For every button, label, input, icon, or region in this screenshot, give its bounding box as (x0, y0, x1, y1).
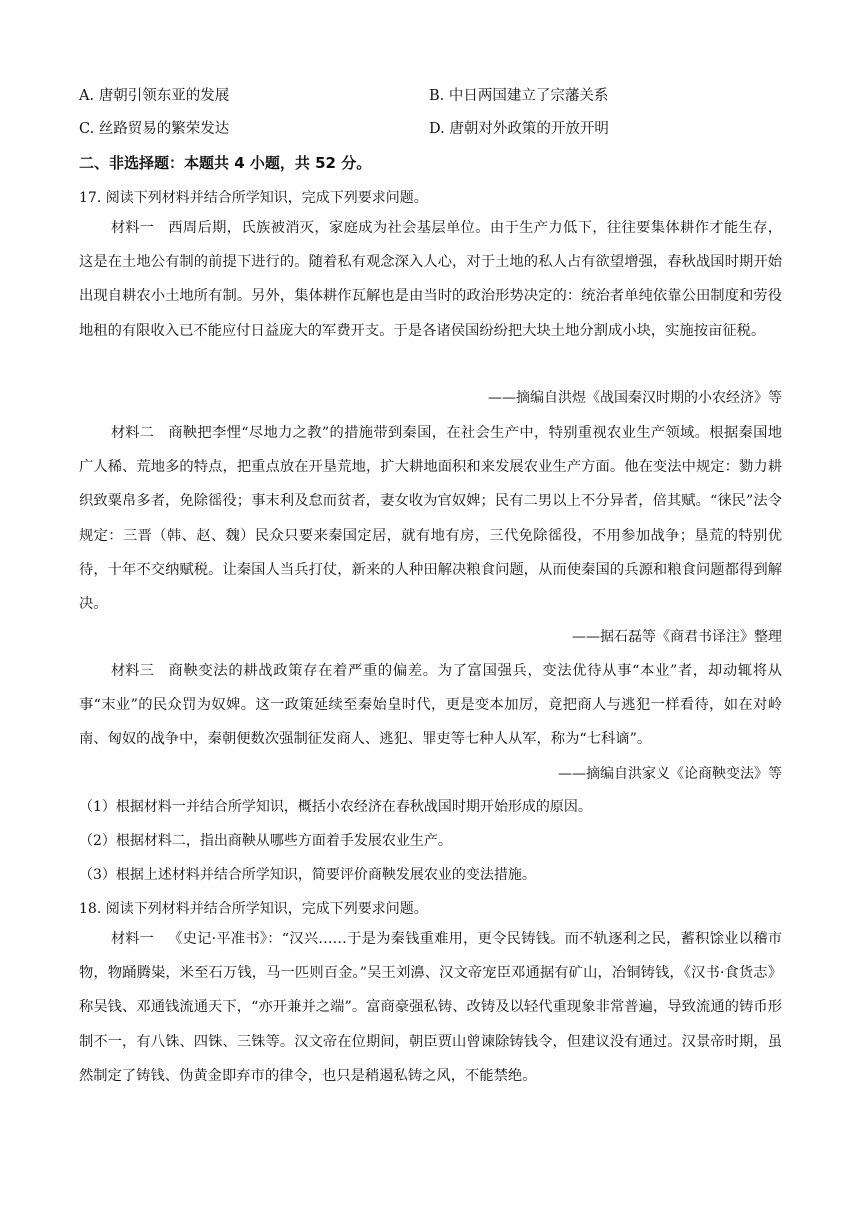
material-label: 材料三 (111, 663, 154, 679)
q17-material-3-source: ——摘编自洪家义《论商鞅变法》等 (558, 766, 782, 782)
q18-material-1 (79, 922, 782, 1093)
material-text: 商鞅把李悝“尽地力之教”的措施带到秦国，在社会生产中，特别重视农业生产领域。根据秦国地广人稀、荒地多的特点，把重点放在开垦荒地，扩大耕地面积和来发展农业生产方面。他在变法中规定：勠力耕织致粟帛多者，免除徭役；事末利及怠而贫者，妻女收为官奴婢；民有二男以上不分异者，倍其赋。“徕民”法令规定：三晋（韩、赵、魏）民众只要来秦国定居，就有地有房，三代免除徭役，不用参加战争；垦荒的特别优待，十年不交纳赋税。让秦国人当兵打仗，新来的人种田解决粮食问题，从而使秦国的兵源和粮食问题都得到解决。 (79, 425, 782, 613)
question-17-stem: 17. 阅读下列材料并结合所学知识，完成下列要求问题。 (79, 190, 428, 206)
material-label: 材料一 (111, 931, 154, 947)
q17-sub-question-1: （1）根据材料一并结合所学知识，概括小农经济在春秋战国时期开始形成的原因。 (79, 799, 592, 815)
material-label: 材料一 (111, 220, 154, 236)
q17-material-2-source: ——据石磊等《商君书译注》整理 (572, 629, 782, 645)
option-b: B. 中日两国建立了宗藩关系 (429, 88, 609, 104)
material-text: 《史记·平准书》：“汉兴……于是为秦钱重难用，更令民铸钱。而不轨逐利之民，蓄积馀业以稽市物，物踊腾粜，米至石万钱，马一匹则百金。”吴王刘濞、汉文帝宠臣邓通据有矿山，冶铜铸钱，《汉书·食货志》称吴钱、邓通钱流通天下，“亦开兼并之端”。富商豪强私铸、改铸及以轻代重现象非常普遍，导致流通的铸币形制不一，有八铢、四铢、三铢等。汉文帝在位期间，朝臣贾山曾谏除铸钱令，但建议没有通过。汉景帝时期，虽然制定了铸钱、伪黄金即弃市的律令，也只是稍遏私铸之风，不能禁绝。 (79, 931, 782, 1084)
material-text: 西周后期，氏族被消灭，家庭成为社会基层单位。由于生产力低下，往往要集体耕作才能生存，这是在土地公有制的前提下进行的。随着私有观念深入人心，对于土地的私人占有欲望增强，春秋战国时期开始出现自耕农小土地所有制。另外，集体耕作瓦解也是由当时的政治形势决定的：统治者单纯依靠公田制度和劳役地租的有限收入已不能应付日益庞大的军费开支。于是各诸侯国纷纷把大块土地分割成小块，实施按亩征税。 (79, 220, 782, 339)
q17-sub-question-2: （2）根据材料二，指出商鞅从哪些方面着手发展农业生产。 (79, 833, 452, 849)
q17-material-3 (79, 654, 782, 757)
option-d: D. 唐朝对外政策的开放开明 (429, 121, 609, 137)
option-c: C. 丝路贸易的繁荣发达 (79, 121, 230, 137)
question-18-stem: 18. 阅读下列材料并结合所学知识，完成下列要求问题。 (79, 901, 428, 917)
q17-sub-question-3: （3）根据上述材料并结合所学知识，简要评价商鞅发展农业的变法措施。 (79, 867, 536, 883)
q17-material-2 (79, 416, 782, 621)
material-text: 商鞅变法的耕战政策存在着严重的偏差。为了富国强兵，变法优待从事“本业”者，却动辄将从事“末业”的民众罚为奴婢。这一政策延续至秦始皇时代，更是变本加厉，竟把商人与逃犯一样看待，如在对岭南、匈奴的战争中，秦朝便数次强制征发商人、逃犯、罪吏等七种人从军，称为“七科谪”。 (79, 663, 782, 748)
option-a: A. 唐朝引领东亚的发展 (79, 88, 230, 104)
q17-material-1 (79, 211, 782, 348)
section-title: 二、非选择题：本题共 4 小题，共 52 分。 (79, 154, 372, 172)
material-label: 材料二 (111, 425, 154, 441)
q17-material-1-source: ——摘编自洪煜《战国秦汉时期的小农经济》等 (488, 390, 782, 406)
